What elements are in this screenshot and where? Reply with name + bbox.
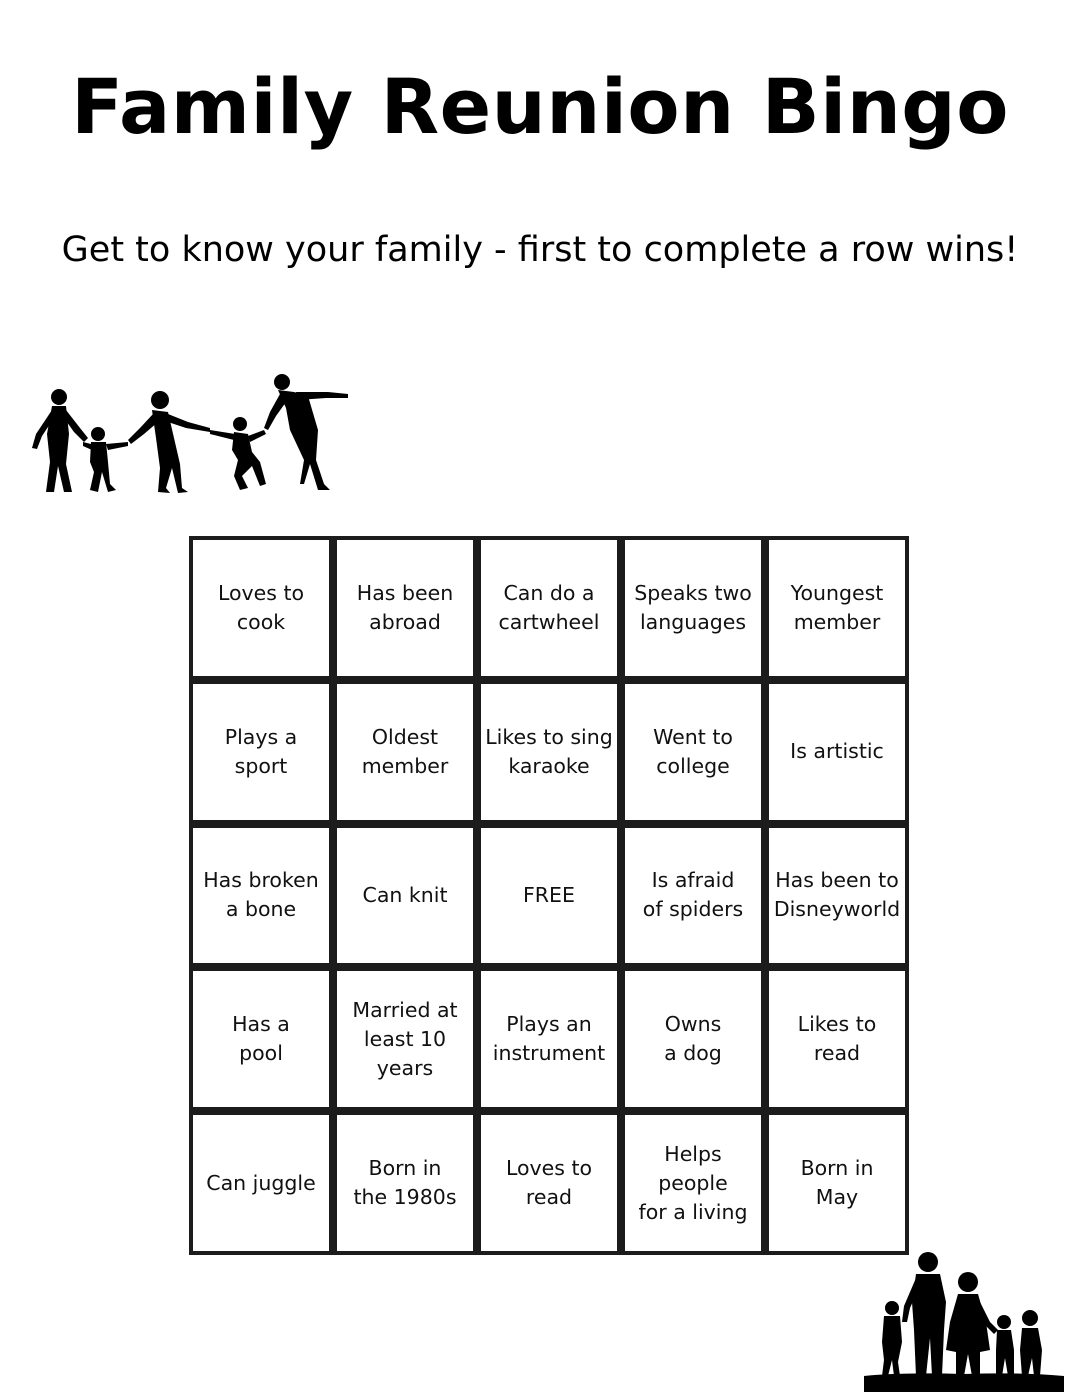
bingo-free-cell[interactable]: FREE <box>481 828 617 964</box>
bingo-cell[interactable]: Plays an instrument <box>481 971 617 1107</box>
bingo-cell[interactable]: Can knit <box>337 828 473 964</box>
bingo-cell[interactable]: Likes to read <box>769 971 905 1107</box>
bingo-cell[interactable]: Went to college <box>625 684 761 820</box>
family-walking-silhouette-icon <box>864 1250 1064 1392</box>
bingo-cell[interactable]: Speaks two languages <box>625 540 761 676</box>
bingo-cell[interactable]: Youngest member <box>769 540 905 676</box>
bingo-cell[interactable]: Helps people for a living <box>625 1115 761 1251</box>
page-subtitle: Get to know your family - first to complete a row wins! <box>61 230 1019 270</box>
bingo-cell[interactable]: Owns a dog <box>625 971 761 1107</box>
bingo-cell[interactable]: Can juggle <box>193 1115 329 1251</box>
bingo-cell[interactable]: Oldest member <box>337 684 473 820</box>
bingo-cell[interactable]: Plays a sport <box>193 684 329 820</box>
bingo-cell[interactable]: Loves to cook <box>193 540 329 676</box>
bingo-cell[interactable]: Loves to read <box>481 1115 617 1251</box>
page-title: Family Reunion Bingo <box>71 62 1009 151</box>
bingo-cell[interactable]: Born in May <box>769 1115 905 1251</box>
bingo-cell[interactable]: Has been to Disneyworld <box>769 828 905 964</box>
bingo-card <box>189 536 909 1255</box>
bingo-cell[interactable]: Is artistic <box>769 684 905 820</box>
bingo-cell[interactable]: Has been abroad <box>337 540 473 676</box>
bingo-cell[interactable]: Married at least 10 years <box>337 971 473 1107</box>
family-holding-hands-silhouette-icon <box>28 372 352 496</box>
bingo-cell[interactable]: Has broken a bone <box>193 828 329 964</box>
bingo-cell[interactable]: Is afraid of spiders <box>625 828 761 964</box>
bingo-cell[interactable]: Born in the 1980s <box>337 1115 473 1251</box>
bingo-cell[interactable]: Has a pool <box>193 971 329 1107</box>
bingo-cell[interactable]: Can do a cartwheel <box>481 540 617 676</box>
bingo-cell[interactable]: Likes to sing karaoke <box>481 684 617 820</box>
